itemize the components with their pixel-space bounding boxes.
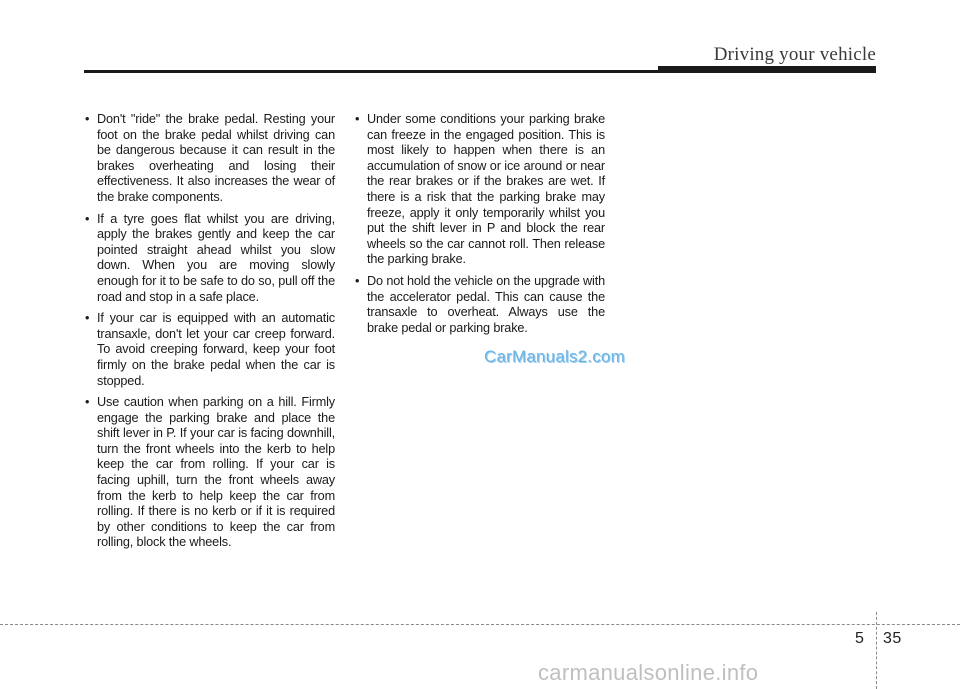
carmanuals-watermark: CarManuals2.com [484, 347, 625, 366]
footer-vertical-dashed-rule [876, 612, 877, 689]
bullet-text: Use caution when parking on a hill. Firmly engage the parking brake and place the shift lever in P. If your car is facing downhill, turn the front wheels into the kerb to help keep the car from rolling. If your car is facing uphill, turn the front wheels away from the kerb to help keep the car from rolling. If there is no kerb or if it is required by other conditions to keep the car from rolling, block the wheels. [97, 395, 335, 550]
site-watermark: carmanualsonline.info [538, 660, 759, 685]
bullet-item [353, 274, 605, 336]
bullet-dot-icon: • [85, 112, 90, 126]
section-title: Driving your vehicle [713, 44, 876, 65]
bullet-dot-icon: • [85, 395, 90, 410]
bullet-item [83, 311, 335, 389]
bullet-item [353, 112, 605, 268]
bullet-text: If your car is equipped with an automatic transaxle, don't let your car creep forward. To avoid creeping forward, keep your foot firmly on the brake pedal when the car is stopped. [97, 311, 335, 388]
bullet-text: Under some conditions your parking brake can freeze in the engaged position. This is most likely to happen when there is an accumulation of snow or ice around or near the rear brakes or if the brakes are wet. If there is a risk that the parking brake may freeze, apply it only temporarily whilst you put the shift lever in P and block the rear wheels so the car cannot roll. Then release the parking brake. [367, 112, 605, 267]
bullet-text: Don't "ride" the brake pedal. Resting your foot on the brake pedal whilst driving can be dangerous because it can result in the brakes overheating and losing their effectiveness. It also increases the wear of the brake components. [97, 112, 335, 204]
bullet-text: If a tyre goes flat whilst you are driving, apply the brakes gently and keep the car pointed straight ahead whilst you slow down. When you are moving slowly enough for it to be safe to do so, pull off the road and stop in a safe place. [97, 211, 335, 304]
header-rule-thin [84, 70, 660, 73]
bullet-dot-icon: • [85, 311, 90, 326]
bullet-dot-icon: • [355, 273, 360, 288]
right-column [353, 112, 605, 342]
bullet-item [83, 395, 335, 551]
left-column [83, 112, 335, 557]
bullet-dot-icon: • [355, 112, 360, 126]
bullet-item [83, 112, 335, 206]
header-rule-thick [658, 66, 876, 73]
bullet-text: Do not hold the vehicle on the upgrade with the accelerator pedal. This can cause the transaxle to overheat. Always use the brake pedal or parking brake. [367, 273, 605, 335]
footer-dashed-rule [0, 624, 960, 625]
bullet-dot-icon: • [85, 211, 90, 226]
section-number: 5 [855, 630, 864, 647]
page-number: 35 [883, 630, 902, 647]
bullet-item [83, 212, 335, 306]
